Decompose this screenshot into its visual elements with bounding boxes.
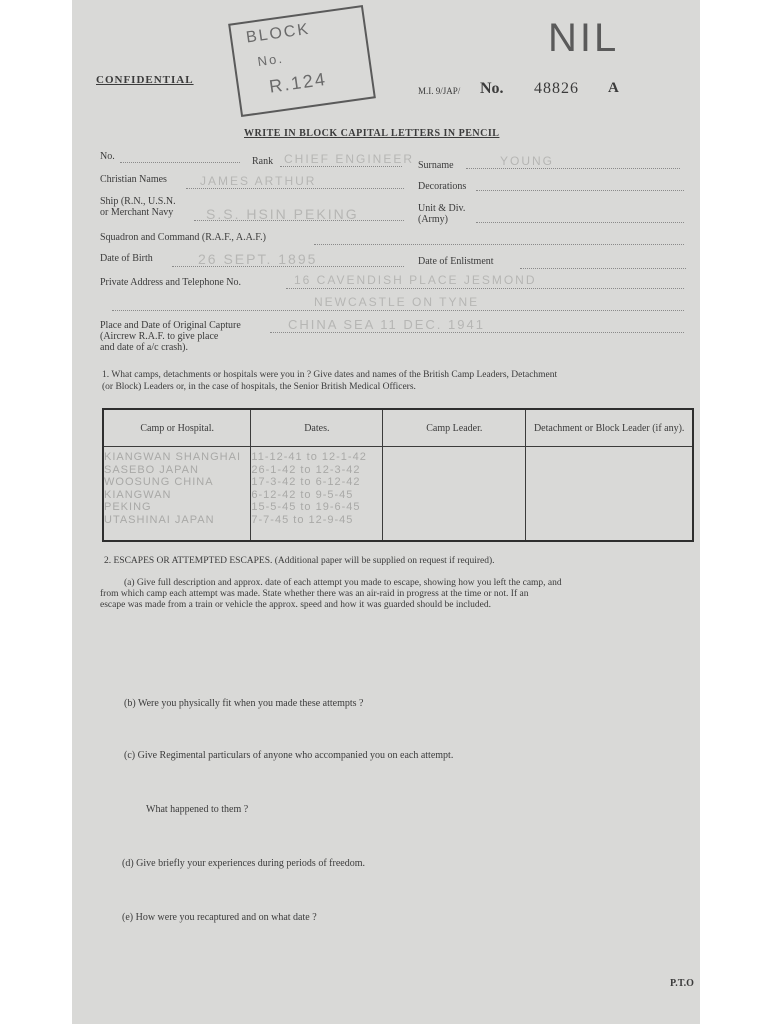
camp-cell: SASEBO JAPAN (104, 463, 199, 476)
dates-cell: 26-1-42 to 12-3-42 (251, 463, 361, 476)
dates-cell: 17-3-42 to 6-12-42 (251, 476, 361, 489)
camp-cell: UTASHINAI JAPAN (104, 513, 215, 526)
ship-line (194, 220, 404, 221)
surname-value: YOUNG (500, 154, 555, 168)
squadron-line (314, 244, 684, 245)
address-line-1 (286, 288, 684, 289)
camps-table-header (103, 409, 693, 447)
camps-table (102, 408, 694, 542)
rank-label: Rank (252, 156, 274, 167)
question-2b: (b) Were you physically fit when you made these attempts ? (124, 698, 364, 709)
squadron-label: Squadron and Command (R.A.F., A.A.F.) (100, 232, 266, 243)
stamp-line-2: No. (256, 50, 285, 70)
camp-cell: KIANGWAN SHANGHAI (104, 451, 241, 463)
document-page (72, 0, 700, 1024)
camp-leader-column (383, 447, 526, 542)
question-2e: (e) How were you recaptured and on what date ? (122, 912, 317, 923)
question-2a-line-3: escape was made from a train or vehicle the approx. speed and how it was guarded should be included. (100, 600, 491, 610)
dates-cell: 11-12-41 to 12-1-42 (251, 451, 367, 463)
decorations-line (476, 190, 684, 191)
no-line (120, 162, 240, 163)
capture-label-1: Place and Date of Original Capture (100, 320, 241, 331)
unit-line (476, 222, 684, 223)
capture-label-2: (Aircrew R.A.F. to give place (100, 331, 219, 342)
ship-label-2: or Merchant Navy (100, 207, 174, 218)
dob-value: 26 SEPT. 1895 (198, 251, 318, 267)
rank-value: CHIEF ENGINEER (284, 152, 415, 166)
detachment-leader-column (526, 447, 693, 542)
dates-cell: 15-5-45 to 19-6-45 (251, 501, 361, 514)
dob-line (172, 266, 404, 267)
camp-cell: KIANGWAN (104, 488, 172, 501)
ref-prefix: M.I. 9/JAP/ (418, 86, 461, 96)
rank-line (280, 166, 402, 167)
address-value-1: 16 CAVENDISH PLACE JESMOND (294, 273, 537, 287)
dob-label: Date of Birth (100, 253, 153, 264)
capture-value: CHINA SEA 11 DEC. 1941 (288, 317, 485, 332)
surname-label: Surname (418, 160, 454, 171)
confidential-label: CONFIDENTIAL (96, 74, 194, 86)
address-line-2 (112, 310, 684, 311)
question-2a-line-2: from which camp each attempt was made. State whether there was an air-raid in progress at the time or not. If an (100, 589, 529, 599)
dates-column (251, 447, 383, 542)
block-stamp (228, 5, 376, 117)
camp-cell: PEKING (104, 501, 152, 514)
dates-cell: 6-12-42 to 9-5-45 (251, 488, 354, 501)
christian-names-value: JAMES ARTHUR (200, 174, 317, 188)
ref-number: 48826 (534, 80, 579, 97)
stamp-line-3: R.124 (267, 68, 329, 97)
ship-value: S.S. HSIN PEKING (206, 206, 359, 222)
address-label: Private Address and Telephone No. (100, 277, 242, 288)
ship-label-1: Ship (R.N., U.S.N. (100, 196, 176, 207)
camp-cell: WOOSUNG CHINA (104, 476, 214, 489)
question-2d: (d) Give briefly your experiences during periods of freedom. (122, 858, 365, 869)
stamp-line-1: BLOCK (245, 20, 312, 47)
nil-handwritten: NIL (548, 16, 620, 60)
question-2c: (c) Give Regimental particulars of anyone who accompanied you on each attempt. (124, 750, 454, 761)
question-2c-followup: What happened to them ? (146, 804, 249, 815)
ref-no-label: No. (480, 80, 504, 97)
header-camp: Camp or Hospital. (103, 409, 251, 447)
no-label: No. (100, 151, 115, 162)
christian-names-label: Christian Names (100, 174, 167, 185)
camps-table-body (103, 447, 693, 542)
unit-label-2: (Army) (418, 214, 448, 225)
capture-line (270, 332, 684, 333)
dates-cell: 7-7-45 to 12-9-45 (251, 513, 354, 526)
enlistment-label: Date of Enlistment (418, 256, 494, 267)
instruction-heading: WRITE IN BLOCK CAPITAL LETTERS IN PENCIL (244, 128, 500, 139)
header-camp-leader: Camp Leader. (383, 409, 526, 447)
christian-names-line (186, 188, 404, 189)
enlistment-line (520, 268, 686, 269)
question-2-heading: 2. ESCAPES OR ATTEMPTED ESCAPES. (Additional paper will be supplied on request if required). (104, 556, 495, 566)
surname-line (466, 168, 680, 169)
camp-column (103, 447, 251, 542)
header-dates: Dates. (251, 409, 383, 447)
unit-label-1: Unit & Div. (418, 203, 466, 214)
question-2a-line-1: (a) Give full description and approx. date of each attempt you made to escape, showing how you left the camp, and (124, 578, 562, 588)
address-value-2: NEWCASTLE ON TYNE (314, 295, 480, 309)
question-1-line-1: 1. What camps, detachments or hospitals were you in ? Give dates and names of the British Camp Leaders, Detachment (102, 370, 558, 380)
question-1-line-2: (or Block) Leaders or, in the case of hospitals, the Senior British Medical Officers. (102, 382, 416, 392)
capture-label-3: and date of a/c crash). (100, 342, 189, 353)
header-detachment-leader: Detachment or Block Leader (if any). (526, 409, 693, 447)
pto-label: P.T.O (670, 978, 694, 989)
decorations-label: Decorations (418, 181, 467, 192)
ref-suffix: A (608, 80, 619, 96)
